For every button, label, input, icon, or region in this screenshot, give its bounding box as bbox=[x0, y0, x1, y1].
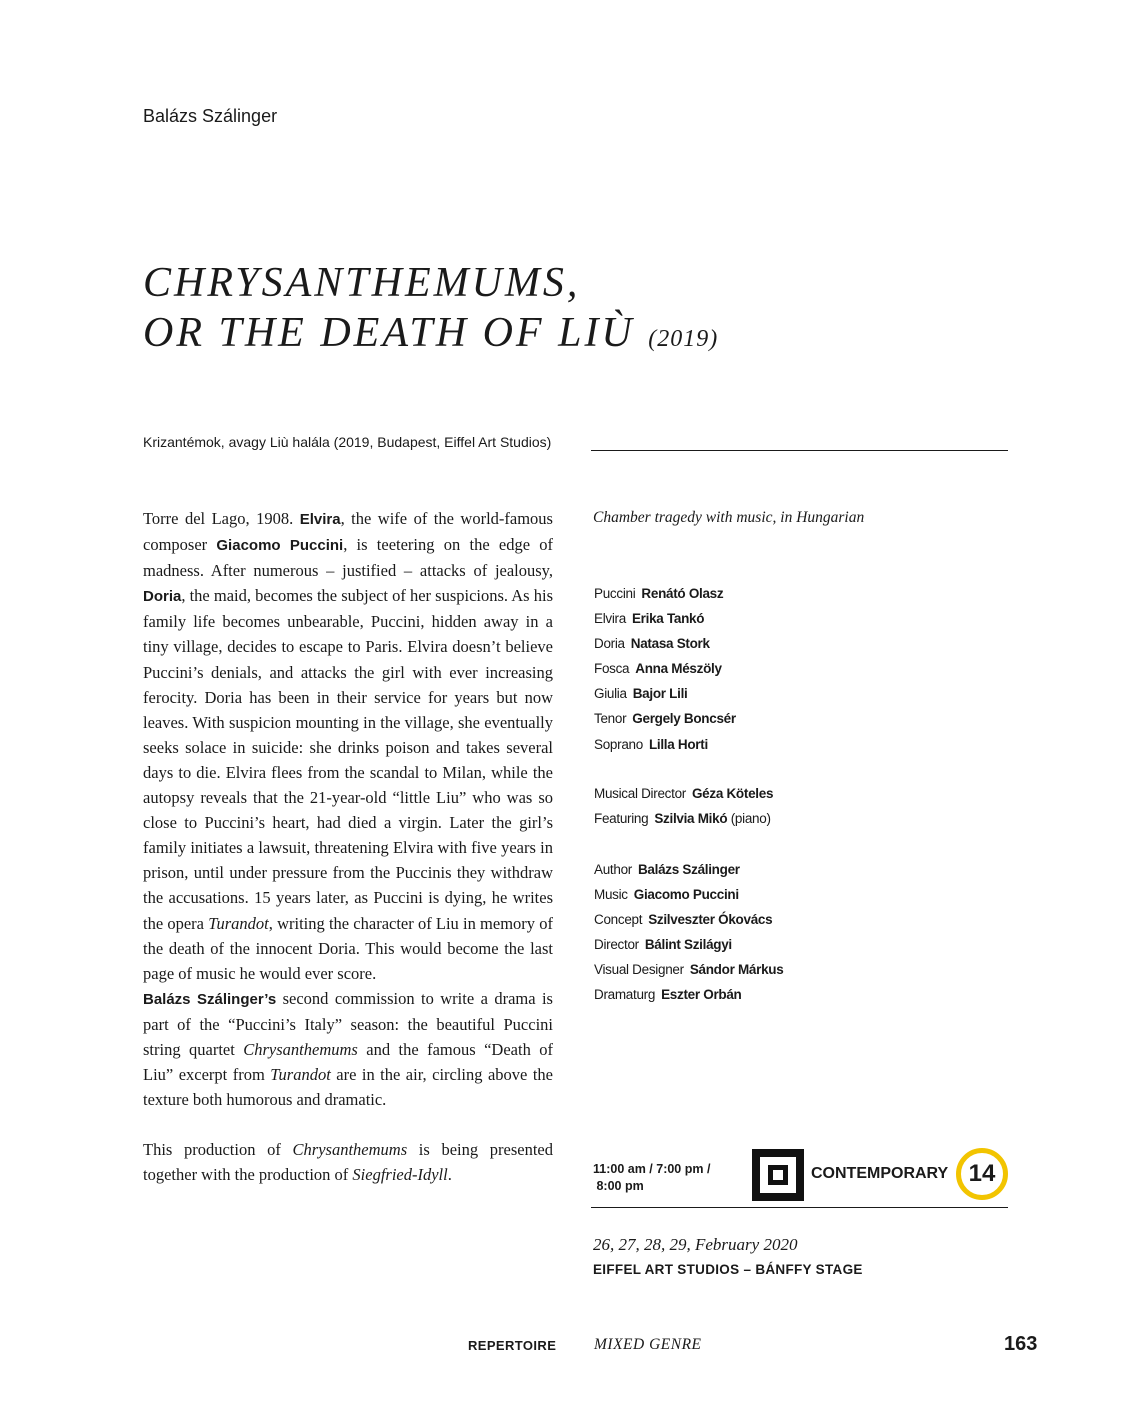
text-run: second commission to write a drama is part of the “Puccini’s Italy” season: the beautiful Puccini string quartet bbox=[143, 988, 553, 1059]
creative-team bbox=[594, 857, 783, 1008]
bold-name: Giacomo Puccini bbox=[216, 537, 344, 555]
credit-name: Balázs Szálinger bbox=[637, 862, 740, 877]
credit-name: Giacomo Puccini bbox=[633, 887, 739, 903]
bold-name: Balázs Szálinger’s bbox=[143, 990, 277, 1008]
credit-row bbox=[594, 631, 736, 656]
italic-title: Chrysanthemums bbox=[292, 1140, 408, 1160]
page-number: 163 bbox=[1004, 1333, 1038, 1355]
text-run: , the wife of the world-famous composer bbox=[143, 509, 553, 555]
credit-role: Director bbox=[594, 937, 639, 953]
credit-name: Gergely Boncsér bbox=[632, 711, 736, 727]
credit-name: Erika Tankó bbox=[631, 611, 705, 627]
credit-row bbox=[594, 656, 736, 681]
bold-name: Elvira bbox=[299, 511, 341, 528]
credit-row bbox=[594, 781, 773, 806]
credit-role: Fosca bbox=[594, 661, 630, 677]
credit-name: Renátó Olasz bbox=[641, 586, 724, 601]
credit-role: Tenor bbox=[594, 711, 627, 727]
synopsis-paragraph bbox=[143, 986, 553, 1112]
title-line-2: OR THE DEATH OF LIÙ bbox=[143, 310, 635, 356]
synopsis bbox=[143, 506, 553, 1187]
credit-role: Soprano bbox=[594, 736, 643, 752]
credit-note: (piano) bbox=[727, 811, 771, 827]
text-run: and the famous “Death of Liu” excerpt from bbox=[143, 1039, 553, 1085]
credit-role: Music bbox=[594, 887, 628, 903]
page-title bbox=[143, 258, 718, 364]
series-number-badge: 14 bbox=[956, 1148, 1008, 1200]
credit-row bbox=[594, 932, 783, 957]
text-run: This production of bbox=[143, 1140, 293, 1160]
footer-section: REPERTOIRE bbox=[468, 1338, 557, 1353]
italic-title: Turandot bbox=[270, 1065, 331, 1085]
credit-row bbox=[594, 857, 783, 882]
production-note bbox=[143, 1137, 553, 1187]
credit-role: Doria bbox=[594, 636, 625, 652]
venue: EIFFEL ART STUDIOS – BÁNFFY STAGE bbox=[593, 1262, 863, 1277]
author-name: Balázs Szálinger bbox=[143, 106, 278, 126]
credit-role: Visual Designer bbox=[594, 962, 684, 978]
synopsis-paragraph bbox=[143, 506, 553, 986]
italic-title: Turandot bbox=[208, 913, 269, 933]
credit-name: Szilveszter Ókovács bbox=[648, 912, 773, 928]
bold-name: Doria bbox=[143, 588, 182, 606]
music-credits bbox=[594, 781, 773, 831]
text-run: , is teetering on the edge of madness. After numerous – justified – attacks of jealousy, bbox=[143, 535, 553, 581]
credit-role: Puccini bbox=[594, 586, 636, 601]
genre-subtitle: Chamber tragedy with music, in Hungarian bbox=[593, 509, 865, 526]
series-label: CONTEMPORARY bbox=[811, 1165, 949, 1182]
credit-name: Eszter Orbán bbox=[661, 987, 742, 1003]
credit-role: Featuring bbox=[594, 811, 649, 827]
nested-squares-icon bbox=[752, 1149, 804, 1201]
credit-role: Dramaturg bbox=[594, 987, 656, 1003]
original-title: Krizantémok, avagy Liù halála (2019, Budapest, Eiffel Art Studios) bbox=[143, 434, 552, 450]
credit-row bbox=[594, 681, 736, 706]
credit-row bbox=[594, 806, 773, 831]
credit-name: Natasa Stork bbox=[630, 636, 710, 652]
credit-role: Author bbox=[594, 862, 632, 877]
divider bbox=[591, 1207, 1008, 1208]
credit-name: Bajor Lili bbox=[632, 686, 688, 702]
footer-genre: MIXED GENRE bbox=[594, 1336, 702, 1353]
credit-role: Giulia bbox=[594, 686, 627, 702]
credit-name: Géza Köteles bbox=[691, 786, 774, 801]
text-run: , writing the character of Liu in memory of the death of the innocent Doria. This would become the last page of music he would ever score. bbox=[143, 913, 553, 983]
credit-row bbox=[594, 732, 736, 757]
credit-name: Bálint Szilágyi bbox=[644, 937, 732, 953]
credit-role: Musical Director bbox=[594, 786, 686, 801]
credit-row bbox=[594, 706, 736, 731]
text-run: are in the air, circling above the texture both humorous and dramatic. bbox=[143, 1065, 554, 1110]
credit-row bbox=[594, 957, 783, 982]
divider bbox=[591, 450, 1008, 451]
credit-role: Elvira bbox=[594, 611, 626, 627]
text-run: , the maid, becomes the subject of her suspicions. As his family life becomes unbearable, Puccini, hidden away in a tiny village, decides to escape to Paris. Elvira doesn’t believe Puccini’s denials, and attacks the girl with ever increasing ferocity. Doria has been in their service for years but now leaves. With suspicion mounting in the village, she eventually seeks solace in suicide: she drinks poison and takes several days to die. Elvira flees from the scandal to Milan, while the autopsy reveals that the 21-year-old “little Liu” who was so close to Puccini’s heart, had died a virgin. Later the girl’s family initiates a lawsuit, threatening Elvira with five years in prison, until under pressure from the Puccinis they withdraw the accusations. 15 years later, as Puccini is dying, he writes the opera bbox=[143, 586, 553, 933]
italic-title: Siegfried-Idyll bbox=[352, 1165, 448, 1185]
title-line-1: CHRYSANTHEMUMS, bbox=[143, 260, 581, 306]
credit-row bbox=[594, 907, 783, 932]
times-line-1: 11:00 am / 7:00 pm / bbox=[593, 1162, 711, 1176]
text-run: Torre del Lago, 1908. bbox=[143, 509, 300, 528]
credit-name: Szilvia Mikó bbox=[654, 811, 728, 827]
credit-name: Anna Mészöly bbox=[635, 661, 722, 677]
cast-list bbox=[594, 581, 736, 757]
text-run: is being presented together with the production of bbox=[143, 1140, 553, 1185]
text-run: . bbox=[447, 1165, 452, 1185]
credit-row bbox=[594, 882, 783, 907]
credit-name: Lilla Horti bbox=[648, 736, 708, 752]
credit-row bbox=[594, 606, 736, 631]
times-line-2: 8:00 pm bbox=[596, 1179, 644, 1193]
performance-dates: 26, 27, 28, 29, February 2020 bbox=[593, 1235, 798, 1254]
italic-title: Chrysanthemums bbox=[243, 1039, 358, 1059]
title-year: (2019) bbox=[648, 326, 719, 352]
credit-row bbox=[594, 982, 783, 1007]
credit-role: Concept bbox=[594, 912, 643, 928]
performance-times bbox=[593, 1161, 743, 1195]
credit-row bbox=[594, 581, 736, 606]
credit-name: Sándor Márkus bbox=[689, 962, 784, 978]
